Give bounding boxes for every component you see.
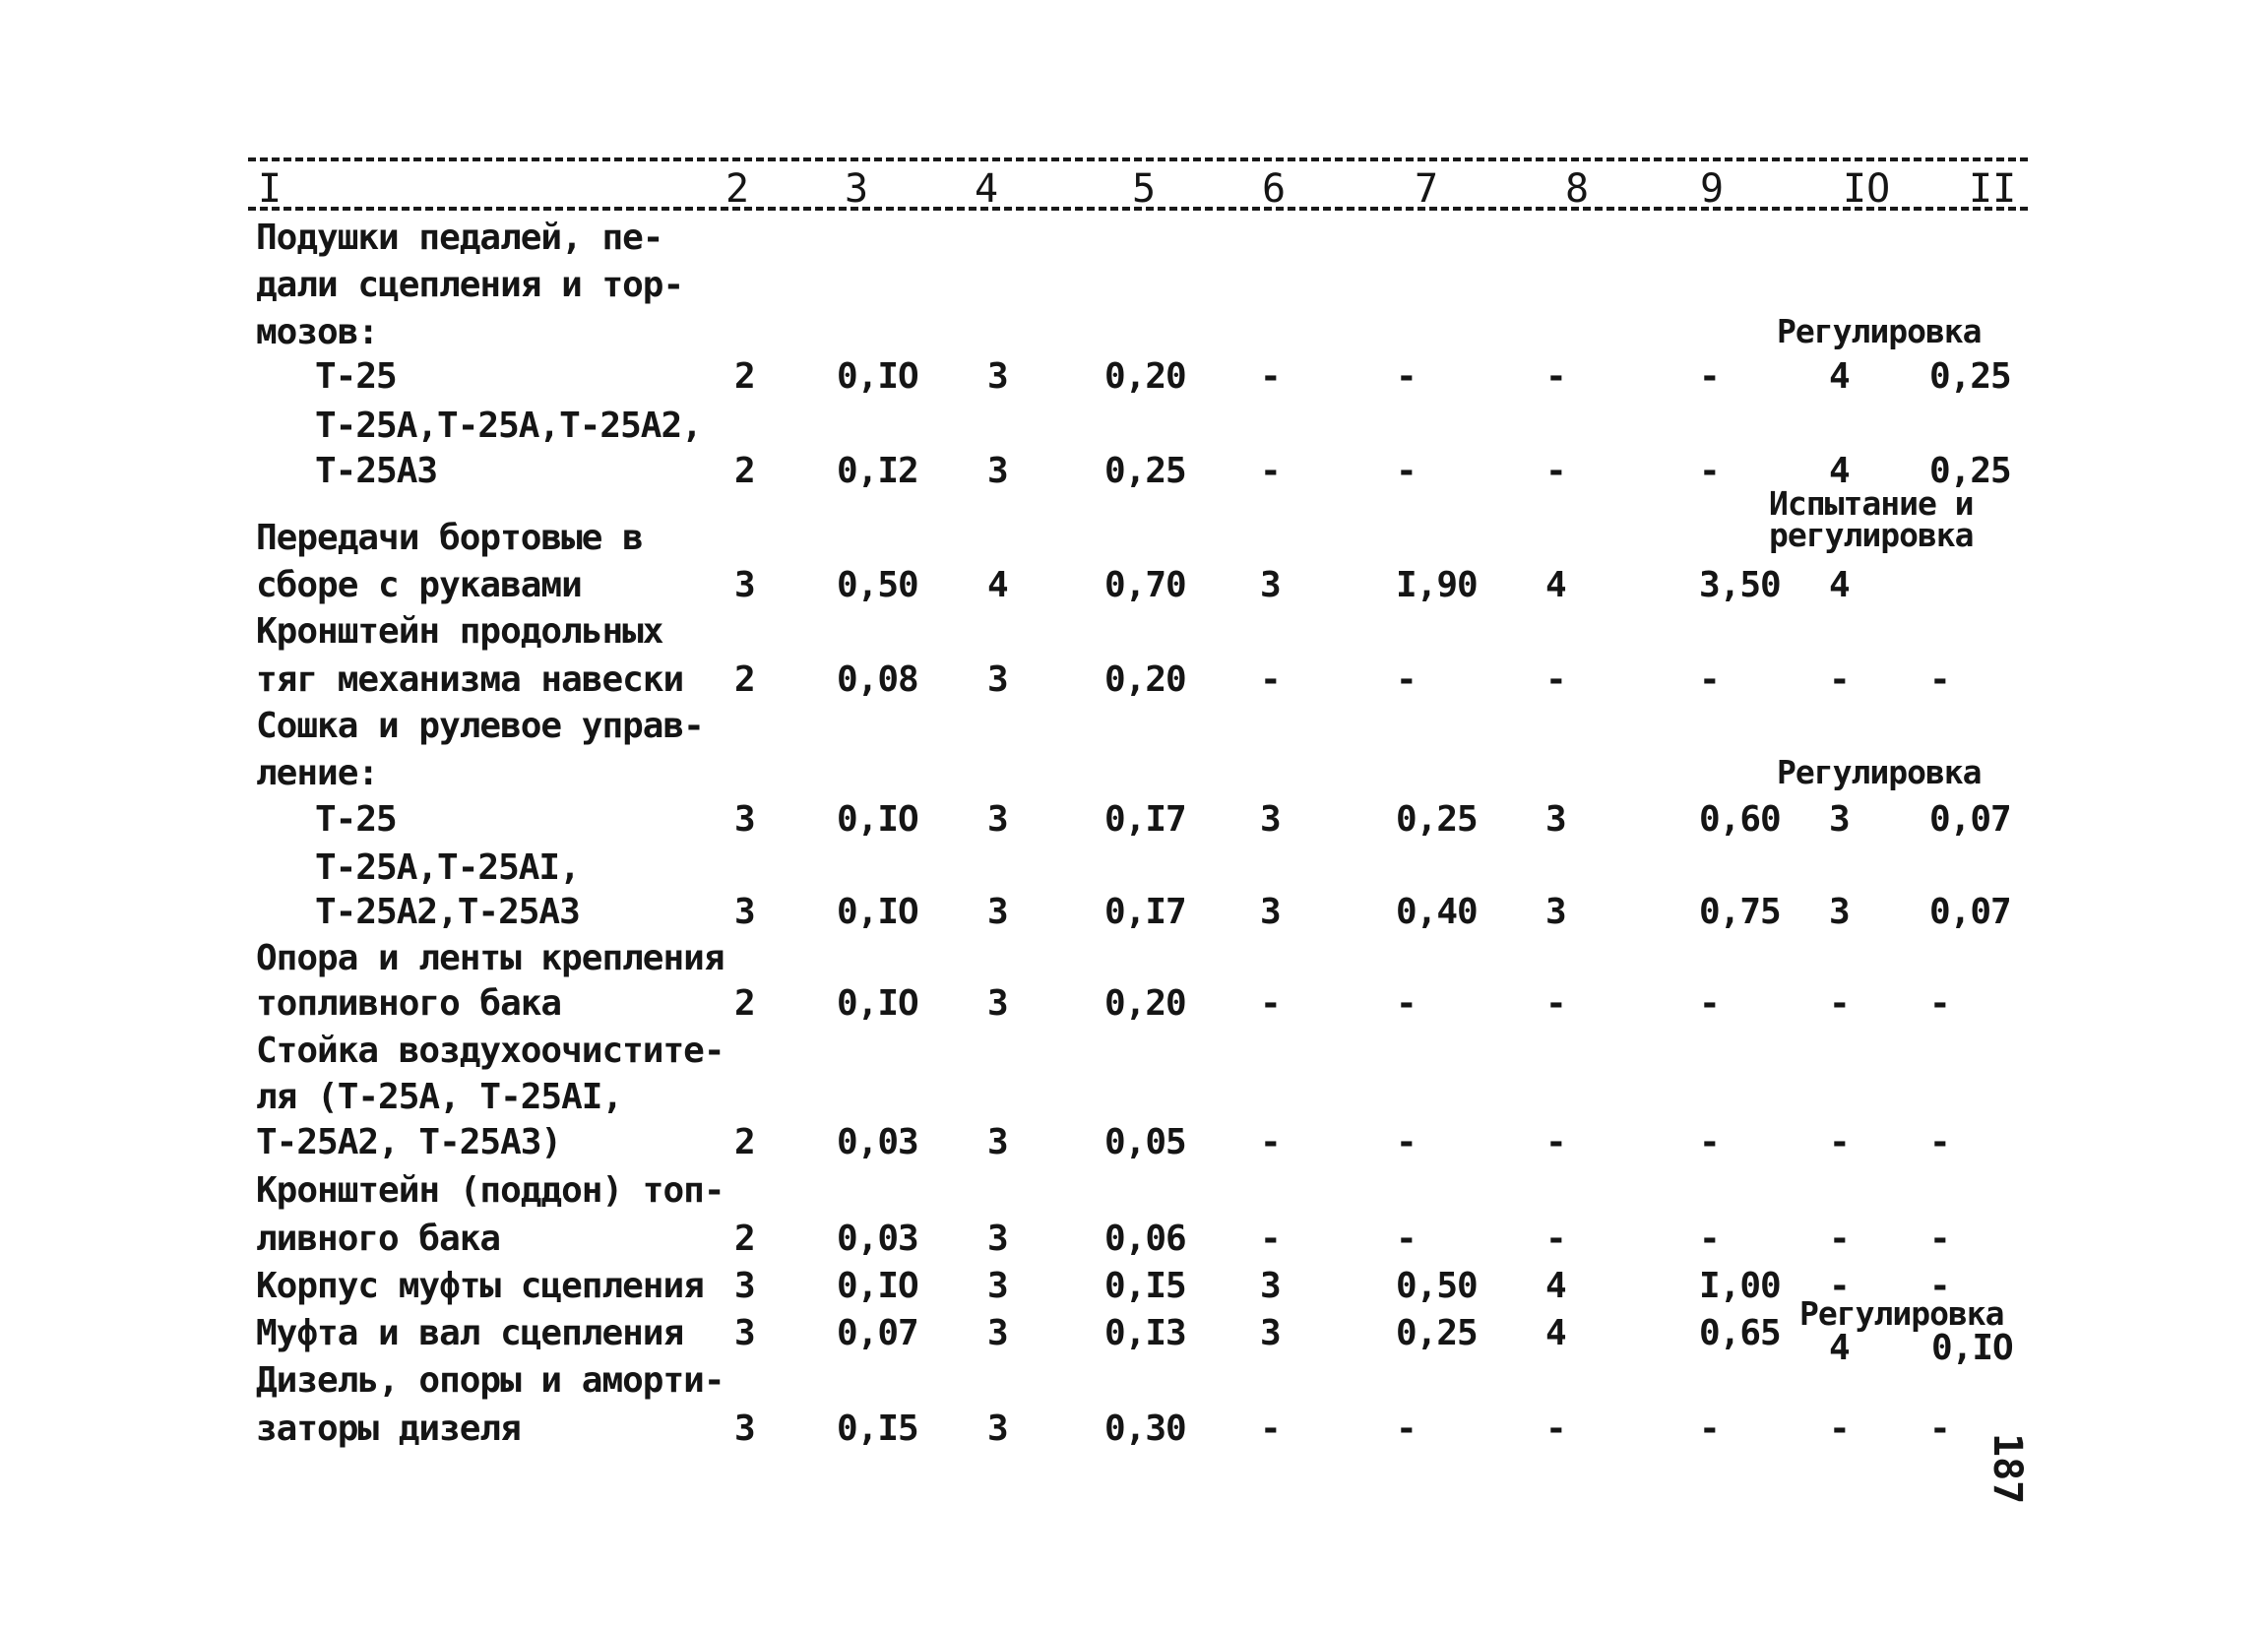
cell: 3 — [987, 983, 1008, 1024]
cell: - — [1260, 451, 1281, 491]
cell: 3 — [734, 892, 755, 932]
cell: 0,05 — [1104, 1122, 1186, 1162]
cell: 0,IO — [1931, 1328, 2013, 1368]
cell: - — [1260, 659, 1281, 700]
cell: 2 — [734, 451, 755, 491]
cell: 2 — [734, 356, 755, 397]
row-label-line: Муфта и вал сцепления — [256, 1313, 684, 1353]
row-label-line: Кронштейн продольных — [256, 611, 663, 652]
cell: 0,75 — [1699, 892, 1781, 932]
cell: - — [1260, 983, 1281, 1024]
cell: 2 — [734, 1122, 755, 1162]
row-label-line: дали сцепления и тор- — [256, 265, 684, 305]
cell: 3 — [987, 1122, 1008, 1162]
operation-note: Регулировка — [1777, 753, 1982, 791]
cell: 0,07 — [837, 1313, 918, 1353]
cell: 4 — [1545, 1266, 1566, 1306]
cell: 3 — [1829, 799, 1850, 840]
row-label-line: Т-25А2,Т-25А3 — [315, 892, 580, 932]
cell: - — [1260, 1409, 1281, 1449]
cell: - — [1699, 356, 1720, 397]
operation-note: Регулировка — [1777, 312, 1982, 350]
cell: 0,I2 — [837, 451, 918, 491]
cell: 3 — [1260, 1313, 1281, 1353]
cell: 3 — [734, 1409, 755, 1449]
cell: - — [1260, 1122, 1281, 1162]
cell: 3 — [1260, 565, 1281, 605]
cell: 0,70 — [1104, 565, 1186, 605]
cell: 4 — [1545, 1313, 1566, 1353]
cell: 0,IO — [837, 356, 918, 397]
cell: 0,50 — [837, 565, 918, 605]
cell: 2 — [734, 1219, 755, 1259]
cell: 0,20 — [1104, 983, 1186, 1024]
cell: 2 — [734, 983, 755, 1024]
cell: 2 — [734, 659, 755, 700]
cell: 0,06 — [1104, 1219, 1186, 1259]
cell: 0,20 — [1104, 356, 1186, 397]
cell: - — [1545, 356, 1566, 397]
row-label-line: ля (Т-25А, Т-25АI, — [256, 1077, 623, 1117]
col-header-4: 4 — [975, 166, 999, 212]
cell: - — [1699, 1219, 1720, 1259]
cell: - — [1396, 1122, 1417, 1162]
row-label-line: Т-25А2, Т-25А3) — [256, 1122, 562, 1162]
cell: - — [1829, 659, 1850, 700]
cell: 0,25 — [1396, 1313, 1478, 1353]
cell: 0,IO — [837, 1266, 918, 1306]
row-label-line: Корпус муфты сцепления — [256, 1266, 704, 1306]
cell: - — [1829, 1122, 1850, 1162]
cell: 3,50 — [1699, 565, 1781, 605]
row-label-line: Сошка и рулевое управ- — [256, 706, 704, 746]
cell: 0,I5 — [1104, 1266, 1186, 1306]
cell: 0,40 — [1396, 892, 1478, 932]
col-header-9: 9 — [1700, 166, 1725, 212]
cell: - — [1396, 1219, 1417, 1259]
cell: 3 — [734, 1266, 755, 1306]
cell: - — [1829, 1409, 1850, 1449]
cell: - — [1699, 1122, 1720, 1162]
row-label-line: Кронштейн (поддон) топ- — [256, 1170, 724, 1211]
cell: 0,I7 — [1104, 892, 1186, 932]
col-header-6: 6 — [1262, 166, 1287, 212]
row-label-line: Дизель, опоры и аморти- — [256, 1360, 724, 1401]
cell: - — [1829, 1266, 1850, 1306]
cell: 0,25 — [1929, 356, 2011, 397]
operation-note: Испытание и — [1769, 484, 1974, 523]
cell: 3 — [734, 1313, 755, 1353]
col-header-5: 5 — [1132, 166, 1157, 212]
cell: 0,50 — [1396, 1266, 1478, 1306]
row-label-line: сборе с рукавами — [256, 565, 582, 605]
cell: 4 — [1829, 1328, 1850, 1368]
cell: - — [1699, 659, 1720, 700]
cell: 0,25 — [1104, 451, 1186, 491]
cell: - — [1929, 659, 1950, 700]
cell: - — [1545, 1122, 1566, 1162]
cell: - — [1929, 1122, 1950, 1162]
row-label-line: ление: — [256, 753, 379, 793]
cell: 0,IO — [837, 892, 918, 932]
cell: - — [1929, 983, 1950, 1024]
cell: 0,25 — [1396, 799, 1478, 840]
table-top-rule — [248, 157, 2028, 161]
cell: 3 — [987, 1313, 1008, 1353]
cell: 3 — [987, 1409, 1008, 1449]
row-label-line: мозов: — [256, 312, 379, 352]
row-label-line: ливного бака — [256, 1219, 501, 1259]
cell: 0,07 — [1929, 892, 2011, 932]
cell: - — [1699, 1409, 1720, 1449]
cell: 0,I3 — [1104, 1313, 1186, 1353]
cell: 3 — [987, 799, 1008, 840]
row-label-line: Передачи бортовые в — [256, 518, 643, 558]
cell: - — [1699, 983, 1720, 1024]
col-header-2: 2 — [725, 166, 750, 212]
cell: - — [1396, 659, 1417, 700]
col-header-7: 7 — [1415, 166, 1439, 212]
cell: 0,03 — [837, 1219, 918, 1259]
row-label-line: Т-25А3 — [315, 451, 438, 491]
cell: 3 — [987, 659, 1008, 700]
cell: - — [1829, 1219, 1850, 1259]
cell: 0,65 — [1699, 1313, 1781, 1353]
cell: 3 — [987, 356, 1008, 397]
row-label-line: Стойка воздухоочистите- — [256, 1031, 724, 1071]
col-header-3: 3 — [845, 166, 869, 212]
cell: - — [1260, 356, 1281, 397]
cell: 3 — [1260, 1266, 1281, 1306]
cell: 3 — [1545, 799, 1566, 840]
cell: 4 — [987, 565, 1008, 605]
cell: 3 — [987, 892, 1008, 932]
cell: 0,03 — [837, 1122, 918, 1162]
cell: 3 — [1260, 892, 1281, 932]
cell: 4 — [1545, 565, 1566, 605]
cell: 0,I5 — [837, 1409, 918, 1449]
cell: - — [1545, 659, 1566, 700]
operation-note: регулировка — [1769, 516, 1974, 554]
cell: 0,IO — [837, 799, 918, 840]
cell: - — [1396, 451, 1417, 491]
row-label-line: заторы дизеля — [256, 1409, 521, 1449]
cell: 3 — [734, 799, 755, 840]
cell: - — [1545, 451, 1566, 491]
cell: 3 — [987, 1219, 1008, 1259]
cell: - — [1929, 1219, 1950, 1259]
row-label-line: топливного бака — [256, 983, 562, 1024]
row-label-line: Подушки педалей, пе- — [256, 218, 663, 258]
row-label-line: Опора и ленты крепления — [256, 938, 724, 978]
row-label-line: тяг механизма навески — [256, 659, 684, 700]
cell: 0,30 — [1104, 1409, 1186, 1449]
cell: - — [1396, 1409, 1417, 1449]
cell: - — [1699, 451, 1720, 491]
cell: - — [1396, 356, 1417, 397]
cell: 3 — [734, 565, 755, 605]
cell: 0,20 — [1104, 659, 1186, 700]
cell: 0,25 — [1929, 451, 2011, 491]
cell: 3 — [987, 1266, 1008, 1306]
cell: - — [1545, 983, 1566, 1024]
row-label-line: Т-25А,Т-25АI, — [315, 847, 580, 888]
row-label-line: Т-25А,Т-25А,Т-25А2, — [315, 406, 702, 446]
col-header-1: I — [258, 166, 283, 212]
cell: - — [1929, 1266, 1950, 1306]
cell: - — [1545, 1409, 1566, 1449]
cell: 0,08 — [837, 659, 918, 700]
cell: - — [1545, 1219, 1566, 1259]
page-number: 187 — [1984, 1433, 2030, 1505]
cell: 3 — [1545, 892, 1566, 932]
cell: - — [1260, 1219, 1281, 1259]
cell: - — [1829, 983, 1850, 1024]
operation-note: Регулировка — [1799, 1294, 2004, 1333]
col-header-11: II — [1969, 166, 2017, 212]
cell: I,90 — [1396, 565, 1478, 605]
cell: 3 — [1260, 799, 1281, 840]
cell: 4 — [1829, 451, 1850, 491]
cell: - — [1396, 983, 1417, 1024]
cell: 4 — [1829, 356, 1850, 397]
row-label-line: Т-25 — [315, 799, 397, 840]
cell: 4 — [1829, 565, 1850, 605]
cell: 3 — [987, 451, 1008, 491]
cell: 0,IO — [837, 983, 918, 1024]
col-header-10: IO — [1843, 166, 1891, 212]
cell: 0,I7 — [1104, 799, 1186, 840]
row-label-line: Т-25 — [315, 356, 397, 397]
cell: 3 — [1829, 892, 1850, 932]
cell: I,00 — [1699, 1266, 1781, 1306]
cell: - — [1929, 1409, 1950, 1449]
cell: 0,60 — [1699, 799, 1781, 840]
col-header-8: 8 — [1565, 166, 1590, 212]
cell: 0,07 — [1929, 799, 2011, 840]
